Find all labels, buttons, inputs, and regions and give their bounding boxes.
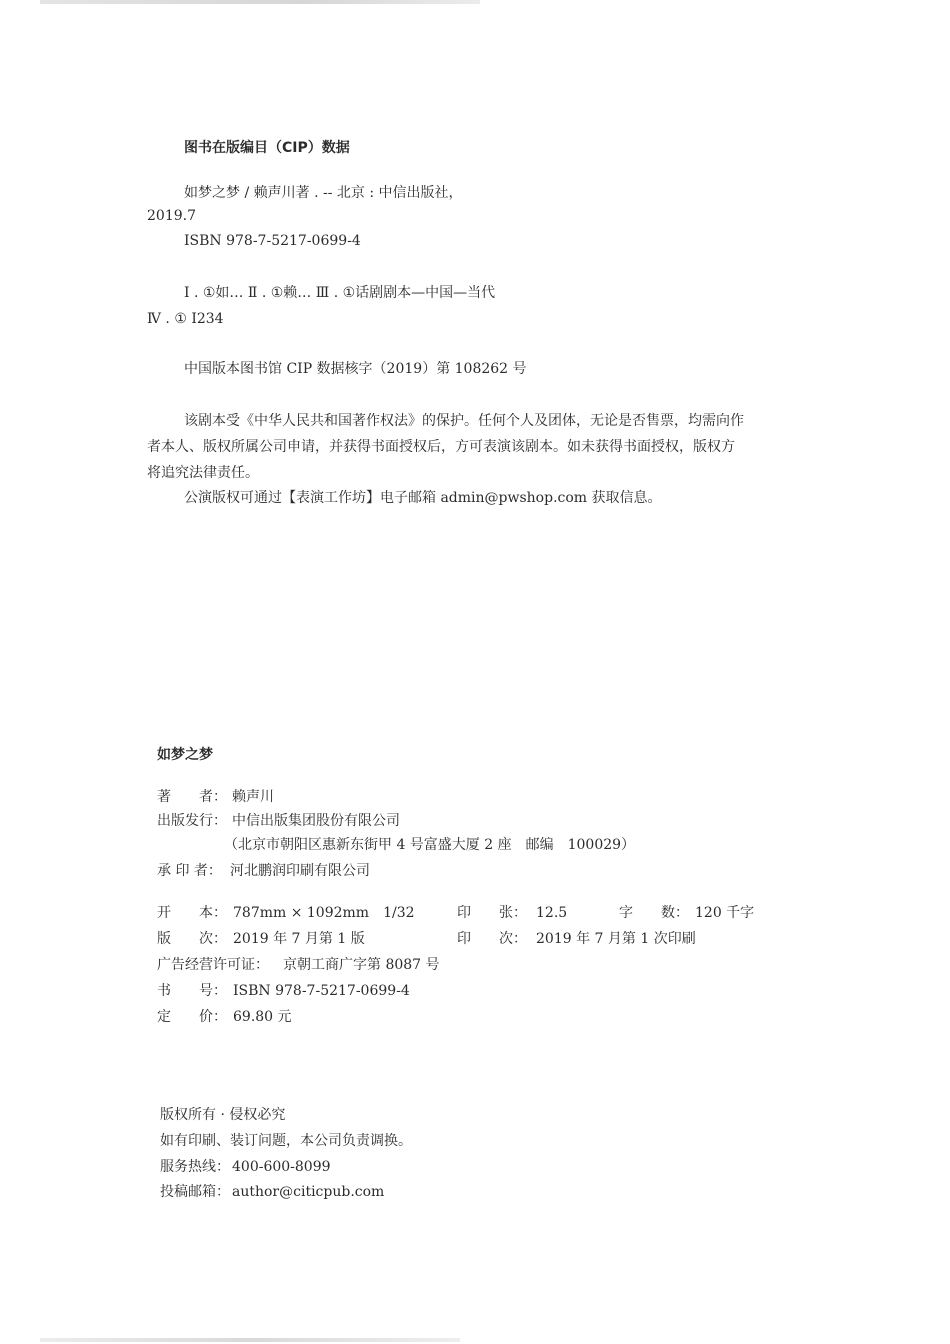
author-value: 赖声川 (232, 789, 274, 805)
publisher-value: 中信出版集团股份有限公司 (232, 813, 400, 829)
cip-classification-1: Ⅰ . ①如… Ⅱ . ①赖… Ⅲ . ①话剧剧本—中国—当代 (184, 285, 496, 301)
printer-value: 河北鹏润印刷有限公司 (230, 863, 370, 879)
replacement-notice: 如有印刷、装订问题，本公司负责调换。 (160, 1133, 412, 1149)
page-edge-shadow-bottom (40, 1338, 460, 1342)
sheets-label: 印 张： (457, 905, 527, 921)
copyright-notice-line-3: 将追究法律责任。 (147, 465, 259, 481)
edition-value: 2019 年 7 月第 1 版 (233, 931, 365, 947)
cip-title: 图书在版编目（CIP）数据 (184, 140, 350, 156)
ad-license-value: 京朝工商广字第 8087 号 (283, 957, 440, 973)
format-label: 开 本： (157, 905, 227, 921)
performance-rights-notice: 公演版权可通过【表演工作坊】电子邮箱 admin@pwshop.com 获取信息。 (184, 490, 662, 506)
copyright-notice-line-1: 该剧本受《中华人民共和国著作权法》的保护。任何个人及团体，无论是否售票，均需向作 (184, 413, 744, 429)
cip-classification-2: Ⅳ . ① I234 (147, 311, 224, 327)
words-value: 120 千字 (695, 905, 755, 921)
submission-email-value: author@citicpub.com (232, 1184, 385, 1200)
cip-record-number: 中国版本图书馆 CIP 数据核字（2019）第 108262 号 (184, 361, 527, 377)
rights-reserved: 版权所有 · 侵权必究 (160, 1107, 286, 1123)
publisher-address: （北京市朝阳区惠新东街甲 4 号富盛大厦 2 座 邮编 100029） (224, 837, 636, 853)
printer-label: 承 印 者： (157, 863, 222, 879)
submission-email-label: 投稿邮箱： (160, 1184, 230, 1200)
ad-license-label: 广告经营许可证： (157, 957, 269, 973)
hotline-label: 服务热线： (160, 1159, 230, 1175)
price-value: 69.80 元 (233, 1009, 292, 1025)
cip-isbn: ISBN 978-7-5217-0699-4 (184, 233, 361, 249)
format-value: 787mm × 1092mm 1/32 (233, 905, 415, 921)
page-edge-shadow (40, 0, 480, 4)
cip-line-1: 如梦之梦 / 赖声川著 . -- 北京 : 中信出版社， (184, 185, 463, 201)
publisher-label: 出版发行： (157, 813, 227, 829)
price-label: 定 价： (157, 1009, 227, 1025)
printing-value: 2019 年 7 月第 1 次印刷 (536, 931, 696, 947)
words-label: 字 数： (619, 905, 689, 921)
book-number-value: ISBN 978-7-5217-0699-4 (233, 983, 410, 999)
printing-label: 印 次： (457, 931, 527, 947)
copyright-notice-line-2: 者本人、版权所属公司申请，并获得书面授权后，方可表演该剧本。如未获得书面授权，版权方 (147, 439, 735, 455)
cip-line-2: 2019.7 (147, 208, 196, 224)
hotline-value: 400-600-8099 (232, 1159, 331, 1175)
sheets-value: 12.5 (536, 905, 568, 921)
book-number-label: 书 号： (157, 983, 227, 999)
book-title: 如梦之梦 (157, 747, 213, 763)
edition-label: 版 次： (157, 931, 227, 947)
author-label: 著 者： (157, 789, 227, 805)
